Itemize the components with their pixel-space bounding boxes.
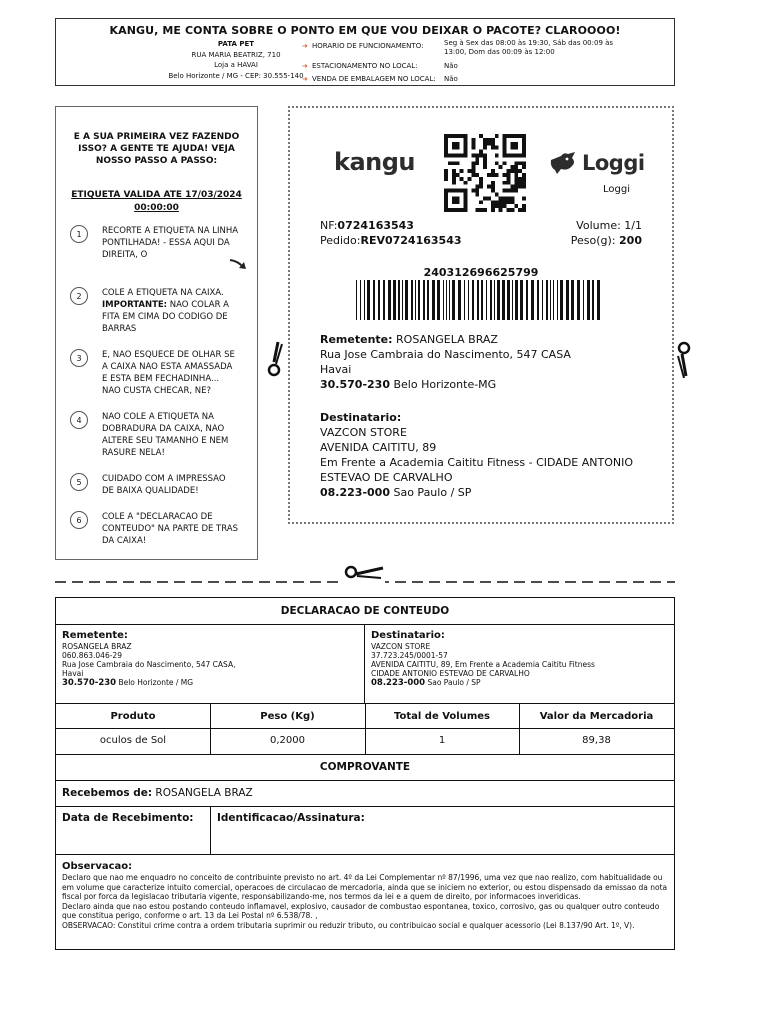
recipient-name: VAZCON STORE [320,426,407,439]
step-number: 6 [70,511,88,529]
cell-product: oculos de Sol [99,735,167,746]
packaging-row [302,75,619,84]
recipient-address [320,410,633,500]
scissors-icon [343,562,385,584]
sender-street: Rua Jose Cambraia do Nascimento, 547 CASA, [62,660,236,669]
sender-document: 060.863.046-29 [62,651,122,660]
observation-paragraph: Declaro que nao me enquadro no conceito de contribuinte previsto no art. 4º da Lei Complementar nº 87/1996, uma vez que nao realizo, com habitualidade ou em volume que caracterize intuito comercial, operacoes de circulacao de mercadoria, ainda que se iniciem no exterior, ou estou dispensado da emissao da nota fiscal por forca da legislacao tributaria vigente, responsabilizando-me, nos termos da lei e a quem de direito, por informacoes inveridicas. [62,873,668,901]
sender-address [320,332,571,392]
pedido-value: REV0724163543 [360,234,462,247]
observation [62,860,668,930]
pedido-label: Pedido: [320,234,361,247]
observation-paragraph: Declaro ainda que nao estou postando conteudo inflamavel, explosivo, causador de combustao espontanea, toxico, corrosivo, gas ou qualquer outro conteudo que constitua perigo, conforme o art. 13 da Lei Postal nº 6.538/78. , [62,901,660,920]
step-text-important: IMPORTANTE: [102,300,168,310]
column-header-value: Valor da Mercadoria [539,711,654,722]
recipient-city: Sao Paulo / SP [389,486,472,499]
step-5 [70,473,250,497]
step-number: 2 [70,287,88,305]
sender-district: Havai [320,363,352,376]
recipient-street: AVENIDA CAITITU, 89 [320,441,437,454]
arrow-right-icon: ➜ [302,75,308,83]
declaration-title: DECLARACAO DE CONTEUDO [56,598,674,625]
recipient-name: VAZCON STORE [371,642,431,651]
arrow-right-icon: ➜ [302,42,308,50]
store-complement: Loja a HAVAI [214,61,258,69]
weight-value: 200 [619,234,642,247]
invoice-info [320,218,462,248]
step-number: 3 [70,349,88,367]
cell-volumes: 1 [438,735,446,746]
packaging-value: Não [444,75,458,83]
divider [210,807,211,854]
scissors-icon [266,340,288,380]
recipient-reference: Em Frente a Academia Caititu Fitness - CIDADE ANTONIO [320,456,633,469]
column-header-product: Produto [110,711,156,722]
sender-cep: 30.570-230 [320,378,390,391]
recipient-heading: Destinatario: [371,630,445,641]
scissors-icon [672,340,694,380]
divider [364,625,365,703]
content-declaration [55,597,675,950]
column-header-volumes: Total de Volumes [394,711,490,722]
loggi-brand [548,150,645,176]
volume: Volume: 1/1 [576,219,642,232]
arrow-right-icon: ➜ [302,62,308,70]
step-text: CUIDADO COM A IMPRESSAO DE BAIXA QUALIDADE! [102,474,226,496]
parking-row [302,62,619,71]
step-number: 1 [70,225,88,243]
step-text: RECORTE A ETIQUETA NA LINHA PONTILHADA! - ESSA AQUI DA DIREITA, O [102,226,239,260]
recipient-street: AVENIDA CAITITU, 89, Em Frente a Academia Caititu Fitness [371,660,595,669]
curved-arrow-icon [228,257,250,271]
recipient-cep: 08.223-000 [371,678,426,688]
declaration-recipient [371,631,671,688]
weight-label: Peso(g): [570,234,620,247]
hours-label: HORARIO DE FUNCIONAMENTO: [312,42,424,50]
declaration-sender [62,631,352,688]
step-3 [70,349,250,397]
table-row [56,729,674,755]
step-text-pre: COLE A ETIQUETA NA CAIXA. [102,288,224,298]
nf-value: 0724163543 [337,219,414,232]
sender-name: ROSANGELA BRAZ [392,333,498,346]
received-label: Recebemos de: [62,787,153,799]
received-value: ROSANGELA BRAZ [152,787,253,799]
sender-street: Rua Jose Cambraia do Nascimento, 547 CASA [320,348,571,361]
sender-city: Belo Horizonte-MG [389,378,497,391]
shipping-label [288,106,674,524]
observation-paragraph: OBSERVACAO: Constitui crime contra a ordem tributaria suprimir ou reduzir tributo, ou contribuicao social e qualquer acessorio (Lei 8.137/90 Art. 1º, V). [62,920,635,930]
recipient-cep: 08.223-000 [320,486,390,499]
step-number: 5 [70,473,88,491]
observation-heading: Observacao: [62,861,133,872]
receipt-title: COMPROVANTE [56,755,674,781]
kangu-logo: kangu [334,148,416,176]
step-1 [70,225,250,261]
received-from-row [56,781,674,807]
step-number: 4 [70,411,88,429]
parking-label: ESTACIONAMENTO NO LOCAL: [312,62,418,70]
instructions-box [55,106,258,560]
sender-heading: Remetente: [62,630,128,641]
recipient-district: CIDADE ANTONIO ESTEVAO DE CARVALHO [371,669,530,678]
step-text: E, NAO ESQUECE DE OLHAR SE A CAIXA NAO ESTA AMASSADA E ESTA BEM FECHADINHA... NAO CUSTA CHECAR, NE? [102,350,235,396]
label-valid-until: ETIQUETA VALIDA ATE 17/03/2024 00:00:00 [71,190,242,213]
hours-value: Seg à Sex das 08:00 às 19:30, Sáb das 00:09 às 13:00, Dom das 00:09 às 12:00 [444,39,614,56]
hours-row [302,39,619,57]
package-info [571,218,642,248]
step-text-post: NAO COLAR A FITA EM CIMA DO CODIGO DE BARRAS [102,300,229,334]
items-header-row [56,704,674,729]
header-title: KANGU, ME CONTA SOBRE O PONTO EM QUE VOU DEIXAR O PACOTE? CLAROOOO! [109,24,621,37]
instructions-title: E A SUA PRIMEIRA VEZ FAZENDO ISSO? A GENTE TE AJUDA! VEJA NOSSO PASSO A PASSO: [73,132,240,166]
sender-district: Havai [62,669,84,678]
loggi-rabbit-icon [548,150,578,176]
signature-row [56,807,674,855]
tracking-number: 240312696625799 [423,266,539,279]
step-text: NAO COLE A ETIQUETA NA DOBRADURA DA CAIXA, NAO ALTERE SEU TAMANHO E NEM RASURE NELA! [102,412,229,458]
carrier-name: Loggi [603,184,630,195]
cell-value: 89,38 [582,735,611,746]
recipient-reference-cont: ESTEVAO DE CARVALHO [320,471,453,484]
parties-row [56,625,674,704]
recipient-city: Sao Paulo / SP [425,678,481,687]
sender-label: Remetente: [320,333,393,346]
sender-cep: 30.570-230 [62,678,117,688]
step-text [102,287,240,335]
step-2 [70,287,250,335]
recipient-document: 37.723.245/0001-57 [371,651,448,660]
store-city: Belo Horizonte / MG - CEP: 30.555-140 [168,71,304,80]
receipt-date-label: Data de Recebimento: [62,812,194,824]
step-text: COLE A "DECLARACAO DE CONTEUDO" NA PARTE DE TRAS DA CAIXA! [102,512,239,546]
qr-code [444,134,526,212]
parking-value: Não [444,62,458,70]
store-street: RUA MARIA BEATRIZ, 710 [191,50,281,59]
sender-city: Belo Horizonte / MG [116,678,194,687]
sender-name: ROSANGELA BRAZ [62,642,132,651]
step-6 [70,511,250,547]
pickup-point-header [55,18,675,86]
loggi-logo-text: Loggi [582,151,645,175]
recipient-label: Destinatario: [320,411,402,424]
store-name: PATA PET [217,40,255,48]
packaging-label: VENDA DE EMBALAGEM NO LOCAL: [312,75,436,83]
cell-weight: 0,2000 [270,735,305,746]
column-header-weight: Peso (Kg) [260,711,315,722]
step-4 [70,411,250,459]
signature-label: Identificacao/Assinatura: [217,812,365,824]
barcode [356,280,602,320]
nf-label: NF: [320,219,338,232]
